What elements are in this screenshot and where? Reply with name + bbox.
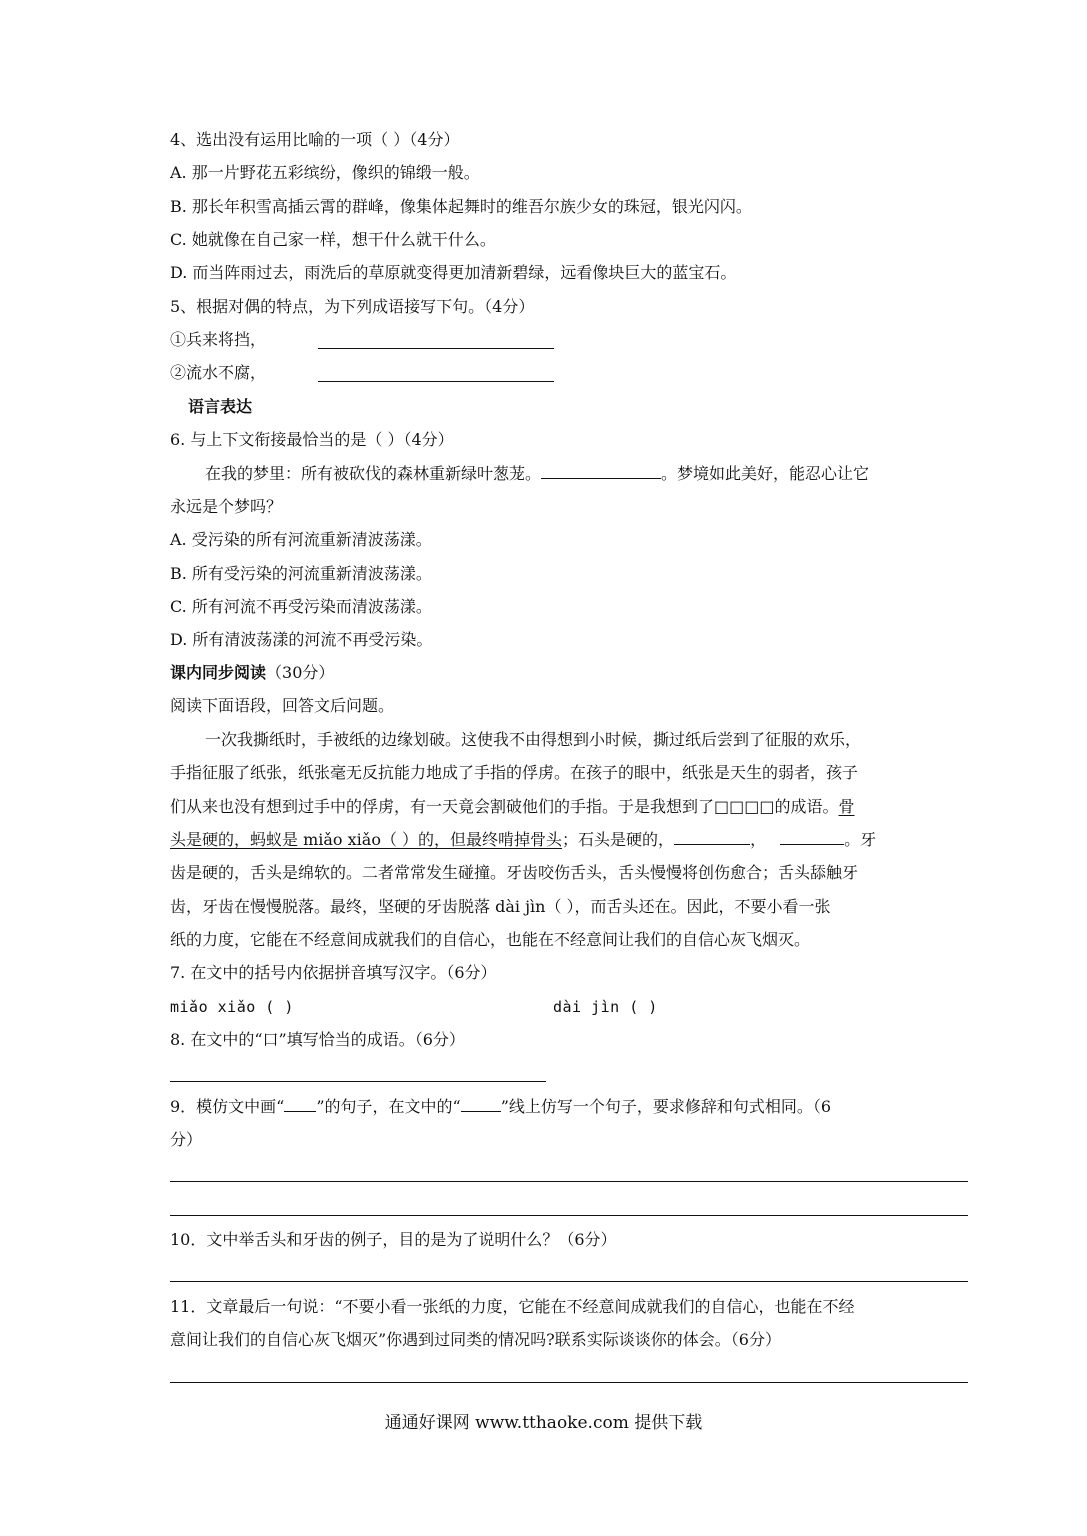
section-heading-language: 语言表达 — [188, 397, 253, 416]
q6-option-a: A. 受污染的所有河流重新清波荡漾。 — [170, 530, 432, 549]
q9-part2: ”的句子，在文中的“ — [316, 1097, 461, 1116]
q6-stem: 6. 与上下文衔接最恰当的是（ ）（4分） — [170, 430, 454, 449]
q5-item-1-label: ①兵来将挡， — [170, 330, 267, 349]
q9-stem-line-2: 分） — [170, 1130, 203, 1149]
q7-stem: 7. 在文中的括号内依据拼音填写汉字。（6分） — [170, 963, 497, 982]
q6-option-d: D. 所有清波荡漾的河流不再受污染。 — [170, 630, 433, 649]
passage-imitation-blank-2[interactable] — [780, 828, 844, 845]
q9-part3: ”线上仿写一个句子，要求修辞和句式相同。（6 — [500, 1097, 832, 1116]
q5-answer-line-1[interactable] — [318, 348, 554, 349]
section-heading-reading — [170, 661, 334, 685]
q6-passage-line-2: 永远是个梦吗？ — [170, 497, 283, 516]
q11-answer-line[interactable] — [170, 1382, 968, 1383]
q5-stem: 5、根据对偶的特点，为下列成语接写下句。（4分） — [170, 297, 535, 316]
passage-imitation-blank-1[interactable] — [674, 828, 750, 845]
q10-answer-line[interactable] — [170, 1281, 968, 1282]
q4-option-d: D. 而当阵雨过去，雨洗后的草原就变得更加清新碧绿，远看像块巨大的蓝宝石。 — [170, 263, 737, 282]
q9-part1: 9．模仿文中画“ — [170, 1097, 285, 1116]
q4-stem: 4、选出没有运用比喻的一项（ ）（4分） — [170, 130, 460, 149]
q5-item-2 — [170, 361, 266, 385]
q4-option-c: C. 她就像在自己家一样，想干什么就干什么。 — [170, 230, 496, 249]
passage-line-3-text: 们从来也没有想到过手中的俘虏，有一天竟会割破他们的手指。于是我想到了□□□□的成语。 — [170, 797, 839, 816]
q9-stem — [170, 1095, 831, 1119]
page-footer: 通通好课网 www.tthaoke.com 提供下载 — [384, 1413, 703, 1433]
passage-line-4-mid: ；石头是硬的， — [562, 830, 675, 849]
q6-passage-line-1 — [205, 462, 869, 486]
passage-line-4-end: 。牙 — [844, 830, 877, 849]
q4-option-b: B. 那长年积雪高插云霄的群峰，像集体起舞时的维吾尔族少女的珠冠，银光闪闪。 — [170, 197, 752, 216]
q5-item-2-label: ②流水不腐， — [170, 363, 267, 382]
q6-passage-part2: 。梦境如此美好，能忍心让它 — [661, 464, 870, 483]
q8-answer-line[interactable] — [170, 1081, 546, 1082]
q5-item-1 — [170, 328, 266, 352]
passage-line-6: 齿，牙齿在慢慢脱落。最终，坚硬的牙齿脱落 dài jìn（ ），而舌头还在。因此，不要小看一张 — [170, 897, 831, 916]
q5-answer-line-2[interactable] — [318, 381, 554, 382]
q9-mark-1 — [284, 1095, 316, 1112]
q4-option-a: A. 那一片野花五彩缤纷，像织的锦缎一般。 — [170, 163, 480, 182]
q6-blank[interactable] — [541, 462, 661, 479]
passage-line-5: 齿是硬的，舌头是绵软的。二者常常发生碰撞。牙齿咬伤舌头，舌头慢慢将创伤愈合；舌头舔触牙 — [170, 863, 859, 882]
q7-pinyin-1[interactable]: miǎo xiǎo ( ) — [170, 998, 294, 1016]
q10-stem: 10．文中举舌头和牙齿的例子，目的是为了说明什么？（6分） — [170, 1230, 617, 1249]
passage-line-7: 纸的力度，它能在不经意间成就我们的自信心，也能在不经意间让我们的自信心灰飞烟灭。 — [170, 930, 811, 949]
passage-line-4 — [170, 828, 876, 852]
q9-answer-line-1[interactable] — [170, 1181, 968, 1182]
q8-stem: 8. 在文中的“口”填写恰当的成语。（6分） — [170, 1030, 465, 1049]
q11-stem-line-1: 11．文章最后一句说：“不要小看一张纸的力度，它能在不经意间成就我们的自信心，也能在不经 — [170, 1297, 855, 1316]
passage-line-4-comma: ， — [750, 830, 767, 849]
passage-line-3 — [170, 795, 855, 819]
q9-mark-2 — [461, 1095, 501, 1112]
reading-title: 课内同步阅读 — [170, 663, 267, 682]
q11-stem-line-2: 意间让我们的自信心灰飞烟灭”你遇到过同类的情况吗?联系实际谈谈你的体会。（6分） — [170, 1330, 781, 1349]
passage-underlined-start: 骨 — [838, 797, 855, 816]
reading-score: （30分） — [266, 663, 335, 682]
passage-line-1: 一次我撕纸时，手被纸的边缘划破。这使我不由得想到小时候，撕过纸后尝到了征服的欢乐， — [205, 730, 862, 749]
reading-instruction: 阅读下面语段，回答文后问题。 — [170, 696, 395, 715]
q6-passage-part1: 在我的梦里：所有被砍伐的森林重新绿叶葱茏。 — [205, 464, 542, 483]
q9-answer-line-2[interactable] — [170, 1215, 968, 1216]
passage-underlined-sentence: 头是硬的，蚂蚁是 miǎo xiǎo（ ）的，但最终啃掉骨头 — [170, 830, 563, 849]
passage-line-2: 手指征服了纸张，纸张毫无反抗能力地成了手指的俘虏。在孩子的眼中，纸张是天生的弱者，孩子 — [170, 763, 859, 782]
q6-option-c: C. 所有河流不再受污染而清波荡漾。 — [170, 597, 432, 616]
q6-option-b: B. 所有受污染的河流重新清波荡漾。 — [170, 564, 432, 583]
q7-pinyin-2[interactable]: dài jìn ( ) — [553, 998, 658, 1016]
